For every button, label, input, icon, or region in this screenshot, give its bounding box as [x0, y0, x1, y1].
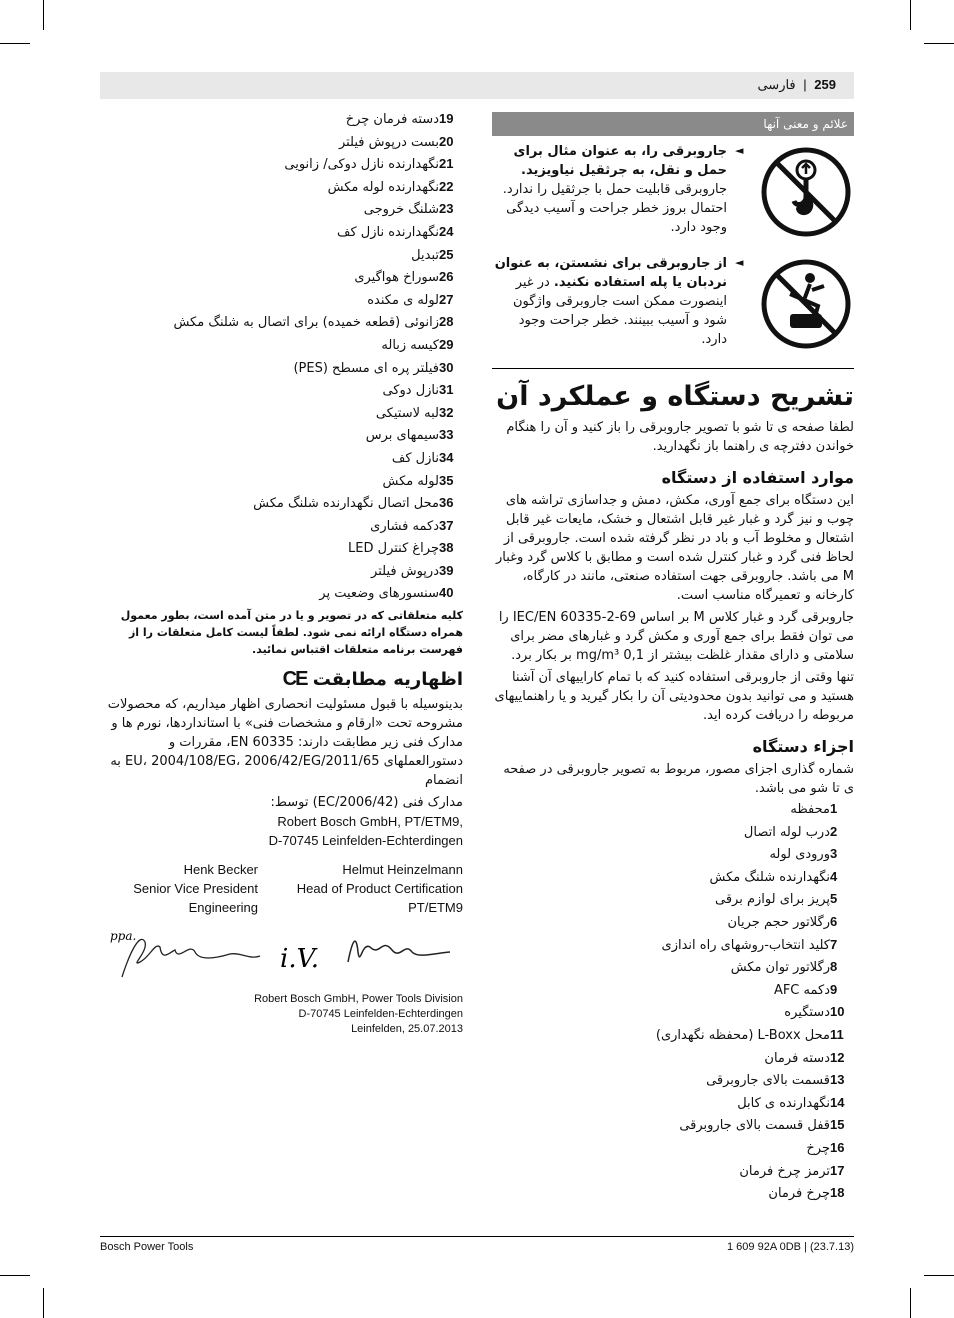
item-label: کیسه زباله	[381, 337, 439, 353]
divider	[492, 368, 854, 369]
list-item	[100, 266, 463, 289]
crop-mark	[910, 0, 911, 30]
tech-file-label: مدارک فنی (2006/42/EC) توسط:	[270, 795, 463, 811]
accessories-note: کلیه متعلقاتی که در تصویر و یا در متن آمده است، بطور معمول همراه دستگاه ارائه نمی شود. لطفاً لیست کامل متعلقات را از فهرست برنامه متعلقات اقتباس نمائید.	[120, 609, 463, 657]
main-title: تشریح دستگاه و عملکرد آن	[496, 381, 854, 412]
page-number: 259	[814, 77, 836, 92]
list-item	[492, 843, 854, 866]
crop-mark	[43, 1288, 44, 1318]
item-number: 6	[830, 913, 838, 929]
list-item	[100, 537, 463, 560]
item-label: شلنگ خروجی	[363, 202, 439, 218]
signer-left-title: Senior Vice President	[133, 881, 258, 897]
item-number: 27	[439, 291, 454, 307]
item-number: 1	[830, 801, 838, 816]
item-label: سیمهای برس	[365, 428, 439, 444]
item-number: 26	[439, 269, 454, 285]
parts-list	[492, 798, 854, 1205]
list-item	[492, 866, 854, 889]
item-label: ورودی لوله	[769, 847, 830, 863]
item-number: 16	[830, 1139, 845, 1155]
item-label: رگلاتور توان مکش	[730, 960, 830, 976]
item-number: 8	[830, 959, 838, 975]
item-label: محل اتصال نگهدارنده شلنگ مکش	[253, 496, 439, 512]
signature-left	[122, 939, 260, 977]
list-item	[100, 402, 463, 425]
list-item	[492, 1182, 854, 1205]
list-item	[492, 1001, 854, 1024]
symbol-row-1: ◄ جاروبرقی را، به عنوان مثال برای حمل و نقل، به جرثقیل نیاویزید. جاروبرقی قابلیت حمل با جرثقیل را ندارد. احتمال بروز خطر جراحت و آسیب دیدگی وجود دارد.	[492, 142, 854, 254]
item-label: نازل کف	[391, 450, 439, 466]
list-item	[492, 1047, 854, 1070]
item-label: کلید انتخاب-روشهای راه اندازی	[661, 937, 830, 953]
footer-rule	[100, 1236, 854, 1237]
signer-left-name: Henk Becker	[183, 862, 258, 878]
footer-date: Leinfelden, 25.07.2013	[351, 1023, 463, 1036]
crop-mark	[910, 1288, 911, 1318]
list-item	[100, 379, 463, 402]
item-number: 40	[439, 585, 454, 601]
list-item	[100, 582, 463, 605]
list-item	[100, 108, 463, 131]
signer-right-name: Helmut Heinzelmann	[342, 862, 463, 878]
item-number: 12	[830, 1049, 845, 1065]
item-number: 18	[830, 1185, 845, 1201]
symbol-2-bold: از جاروبرقی برای نشستن، به عنوان نردبان یا پله استفاده نکنید.	[494, 256, 727, 290]
signer-left-dept: Engineering	[188, 900, 258, 916]
list-item	[492, 911, 854, 934]
item-label: قفل قسمت بالای جاروبرقی	[679, 1118, 830, 1134]
usage-paragraph-1: این دستگاه برای جمع آوری، مکش، دمش و جداسازی تراشه های چوب و نیز گرد و غبار غیر قابل اشتعال و خشک، مایعات غیر قابل اشتعال و مخلوط آب و باد در نظر گرفته شده است. جاروبرقی از لحاظ فنی گرد و غبار کنترل شده است و مطابق با کلاس گرد وغبار M می باشد. جاروبرقی جهت استفاده صنعتی، مانند در کارگاه، کارخانه و تعمیرگاه مناسب است.	[496, 493, 854, 603]
item-label: دکمه AFC	[773, 982, 830, 998]
item-label: قسمت بالای جاروبرقی	[706, 1073, 830, 1089]
item-number: 32	[439, 404, 454, 420]
left-column	[100, 108, 463, 1037]
list-item	[492, 934, 854, 957]
item-label: رگلاتور حجم جریان	[727, 914, 830, 930]
list-item	[100, 470, 463, 493]
page-title: 259 | فارسی	[757, 77, 836, 92]
no-sitting-climbing-icon	[760, 258, 852, 350]
list-item	[492, 979, 854, 1002]
footer-docnum: 1 609 92A 0DB | (23.7.13)	[727, 1241, 854, 1253]
item-number: 3	[830, 846, 838, 862]
item-number: 28	[439, 314, 454, 330]
item-label: سوراخ هواگیری	[354, 270, 439, 286]
item-number: 22	[439, 178, 454, 194]
item-label: تبدیل	[411, 247, 439, 263]
symbol-1-bold: جاروبرقی را، به عنوان مثال برای حمل و نقل، به جرثقیل نیاویزید.	[513, 144, 727, 178]
list-item	[492, 798, 854, 821]
list-item	[492, 1137, 854, 1160]
conformity-heading	[100, 668, 463, 691]
item-label: فیلتر پره ای مسطح (PES)	[293, 360, 439, 376]
right-column	[492, 108, 854, 1205]
usage-paragraph-3: تنها وقتی از جاروبرقی استفاده کنید که با تمام کاراییهای آن آشنا هستید و می توانید بدون محدودیتی آن را بکار گیرید و یا راهنماییهای مربوطه را دریافت کرده اید.	[494, 670, 854, 723]
item-number: 38	[439, 540, 454, 556]
item-number: 11	[830, 1026, 844, 1042]
item-number: 24	[439, 223, 454, 239]
footer-address: D-70745 Leinfelden-Echterdingen	[298, 1008, 463, 1021]
item-label: نگهدارنده لوله مکش	[327, 179, 439, 195]
list-item	[100, 424, 463, 447]
item-label: دسته فرمان	[764, 1050, 830, 1066]
item-label: لوله مکش	[382, 473, 439, 489]
list-item	[100, 131, 463, 154]
list-item	[492, 1114, 854, 1137]
signature-ppa: ppa.	[110, 929, 137, 944]
item-number: 29	[439, 336, 454, 352]
item-label: لوله ی مکنده	[367, 292, 439, 308]
usage-heading: موارد استفاده از دستگاه	[661, 468, 854, 487]
item-number: 35	[439, 472, 454, 488]
list-item	[100, 357, 463, 380]
item-number: 14	[830, 1094, 845, 1110]
crop-mark	[924, 43, 954, 44]
item-label: چراغ کنترل LED	[348, 541, 439, 557]
ce-mark: CE	[282, 668, 307, 691]
item-label: دستگیره	[784, 1005, 830, 1021]
footer-brand: Bosch Power Tools	[100, 1241, 194, 1253]
item-number: 13	[830, 1072, 845, 1088]
company-line-1: Robert Bosch GmbH, PT/ETM9,	[277, 814, 463, 830]
item-label: لبه لاستیکی	[375, 405, 439, 421]
item-number: 21	[439, 156, 454, 172]
item-label: سنسورهای وضعیت پر	[319, 586, 439, 602]
list-item	[492, 1069, 854, 1092]
item-number: 39	[439, 562, 454, 578]
list-item	[100, 289, 463, 312]
signature-iv: i.V.	[280, 944, 320, 975]
list-item	[100, 492, 463, 515]
list-item	[100, 311, 463, 334]
crop-mark	[0, 43, 30, 44]
signer-right-dept: PT/ETM9	[408, 900, 463, 916]
item-label: نگهدارنده نازل دوکی/ زانویی	[284, 157, 439, 173]
list-item	[492, 1092, 854, 1115]
item-number: 23	[439, 201, 454, 217]
signers	[100, 860, 463, 920]
item-number: 34	[439, 449, 454, 465]
symbol-2-text: در غیر اینصورت ممکن است جاروبرقی واژگون شود و آسیب ببینند. خطر جراحت وجود دارد.	[512, 275, 727, 347]
item-number: 15	[830, 1117, 845, 1133]
item-label: درب لوله اتصال	[743, 824, 830, 840]
item-number: 9	[830, 981, 838, 997]
item-number: 36	[439, 495, 454, 511]
company-line-2: D-70745 Leinfelden-Echterdingen	[268, 833, 463, 849]
symbol-text-1	[492, 142, 727, 237]
list-item	[492, 821, 854, 844]
crop-mark	[0, 1275, 30, 1276]
crop-mark	[924, 1275, 954, 1276]
list-item	[100, 334, 463, 357]
intro-text: لطفا صفحه ی تا شو با تصویر جاروبرقی را باز کنید و آن را هنگام خواندن دفترچه ی راهنما باز نگهدارید.	[506, 420, 854, 454]
item-number: 33	[439, 427, 454, 443]
item-number: 31	[439, 382, 454, 398]
item-label: محفظه	[790, 802, 830, 817]
usage-paragraph-2: جاروبرقی گرد و غبار کلاس M بر اساس IEC/EN 60335-2-69 را می توان فقط برای جمع آوری و مکش گرد و غبارهای مضر برای سلامتی و دارای مقدار غلظت بیشتر از 0,1 mg/m³ بر بکار برد.	[498, 610, 854, 663]
item-label: درپوش فیلتر	[371, 563, 439, 579]
list-item	[492, 956, 854, 979]
item-number: 37	[439, 517, 454, 533]
item-label: دکمه فشاری	[370, 518, 439, 534]
list-item	[100, 153, 463, 176]
signature-right	[348, 941, 450, 962]
no-crane-lifting-icon	[760, 146, 852, 238]
item-number: 25	[439, 246, 454, 262]
item-number: 7	[830, 936, 838, 952]
signature-images	[100, 922, 463, 992]
symbols-header: علائم و معنی آنها	[492, 112, 854, 136]
symbol-text-2	[492, 254, 727, 349]
parts-list-continued	[100, 108, 463, 605]
symbol-1-text: جاروبرقی قابلیت حمل با جرثقیل را ندارد. احتمال بروز خطر جراحت و آسیب دیدگی وجود دارد.	[502, 182, 727, 235]
item-number: 17	[830, 1162, 845, 1178]
parts-heading: اجزاء دستگاه	[752, 737, 854, 756]
item-label: چرخ	[806, 1140, 830, 1156]
list-item	[100, 244, 463, 267]
item-label: دسته فرمان چرخ	[345, 112, 439, 127]
signer-left	[100, 860, 258, 917]
list-item	[100, 447, 463, 470]
item-number: 10	[830, 1004, 845, 1020]
list-item	[100, 176, 463, 199]
item-label: ترمز چرخ فرمان	[739, 1163, 830, 1179]
list-item	[100, 515, 463, 538]
item-number: 4	[830, 868, 838, 884]
item-number: 30	[439, 359, 454, 375]
item-label: نگهدارنده ی کابل	[737, 1095, 830, 1111]
page-header	[100, 72, 854, 99]
item-label: پریز برای لوازم برقی	[714, 892, 830, 908]
list-item	[100, 221, 463, 244]
item-label: محل L-Boxx (محفظه نگهداری)	[655, 1027, 830, 1043]
item-label: زانوئی (قطعه خمیده) برای اتصال به شلنگ مکش	[173, 315, 439, 331]
list-item	[100, 198, 463, 221]
item-label: چرخ فرمان	[768, 1186, 830, 1202]
list-item	[100, 560, 463, 583]
item-number: 20	[439, 133, 454, 149]
item-label: نگهدارنده نازل کف	[337, 224, 439, 240]
item-label: نگهدارنده شلنگ مکش	[709, 869, 830, 885]
list-item	[492, 1160, 854, 1183]
list-item	[492, 888, 854, 911]
item-number: 5	[830, 891, 838, 907]
signer-right-title: Head of Product Certification	[296, 881, 463, 897]
item-number: 2	[830, 823, 838, 839]
crop-mark	[43, 0, 44, 30]
item-label: بست درپوش فیلتر	[338, 134, 439, 150]
signatures	[100, 922, 463, 992]
page-language: فارسی	[757, 77, 796, 92]
conformity-title: اظهاریه مطابقت	[312, 669, 463, 691]
signer-right	[263, 860, 463, 917]
parts-intro: شماره گذاری اجزای مصور، مربوط به تصویر جاروبرقی در صفحه ی تا شو می باشد.	[503, 762, 854, 796]
symbol-row-2: ◄ از جاروبرقی برای نشستن، به عنوان نردبان یا پله استفاده نکنید. در غیر اینصورت ممکن است جاروبرقی واژگون شود و آسیب ببینند. خطر جراحت وجود دارد.	[492, 254, 854, 366]
item-label: نازل دوکی	[382, 383, 439, 399]
item-number: 19	[439, 111, 454, 126]
list-item	[492, 1024, 854, 1047]
footer-company: Robert Bosch GmbH, Power Tools Division	[254, 993, 463, 1006]
conformity-text: بدینوسیله با قبول مسئولیت انحصاری اظهار میداریم، که محصولات مشروحه تحت «ارقام و مشخصات فنی» با استانداردها، نورم ها و مدارک فنی زیر مطابقت دارند: EN 60335، مقررات و دستورالعملهای 2011/65/EU، 2004/108/EG، 2006/42/EG به انضمام	[107, 697, 463, 789]
